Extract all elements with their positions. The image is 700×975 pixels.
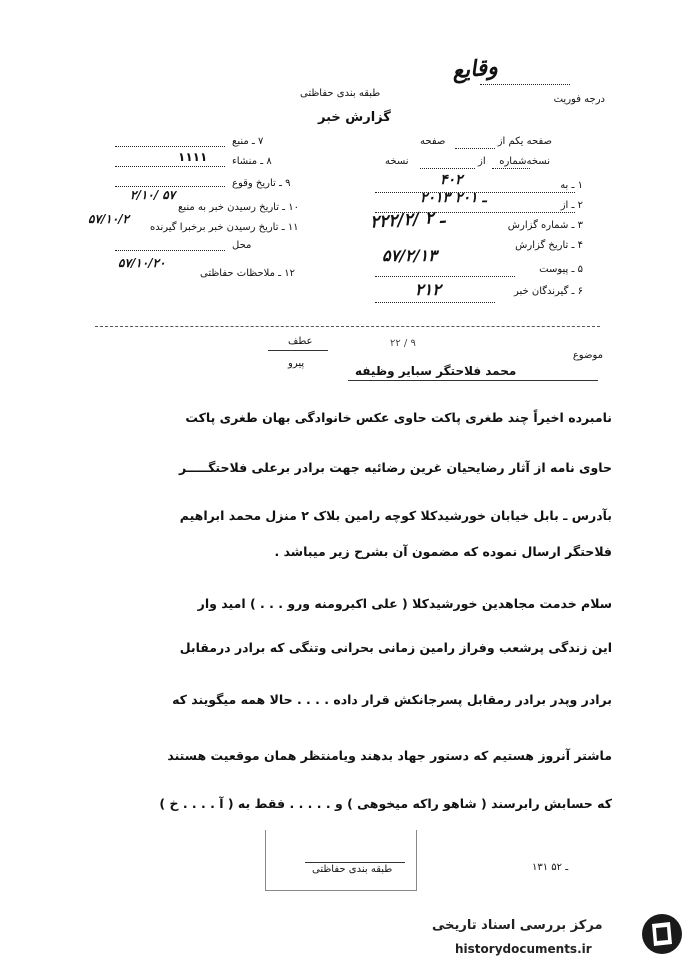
source-dots bbox=[115, 146, 225, 147]
classification-label: طبقه بندی حفاظتی bbox=[300, 88, 381, 99]
section-divider bbox=[95, 326, 600, 327]
recipients-value: ۲۱۲ bbox=[415, 280, 441, 299]
notes-value: ۵۷/۱۰/۲۰ bbox=[118, 256, 166, 270]
watermark-url: historydocuments.ir bbox=[455, 942, 592, 956]
body-line: نامبرده اخیراً چند طغری پاکت حاوی عکس خانوادگی بهان طغری پاکت bbox=[185, 410, 612, 425]
place-label: محل bbox=[232, 240, 252, 251]
ref-label: عطف bbox=[288, 336, 313, 347]
report-title: گزارش خبر bbox=[318, 110, 391, 125]
copy-dots-2 bbox=[420, 168, 475, 169]
page-label bbox=[498, 136, 552, 147]
urgency-value: وقایع bbox=[450, 53, 499, 85]
watermark-logo bbox=[640, 912, 684, 956]
arrival-source-value: ۲/۱۰/ ۵۷ bbox=[130, 188, 176, 202]
footer-box bbox=[265, 830, 417, 891]
body-line: حاوی نامه از آثار رضایحیان غرین رضائیه جهت برادر برعلی فلاحتگـــــر bbox=[178, 460, 612, 475]
urgency-line bbox=[480, 84, 570, 85]
attachment-dots bbox=[375, 276, 515, 277]
urgency-label: درجه فوریت bbox=[553, 94, 605, 105]
from-label: ۲ ـ از bbox=[560, 200, 583, 211]
to-value: ۴۰۲ bbox=[440, 172, 463, 188]
occurrence-dots bbox=[115, 186, 225, 187]
notes-label: ۱۲ ـ ملاحظات حفاظتی bbox=[200, 268, 295, 279]
body-line: فلاحتگر ارسال نموده که مضمون آن بشرح زیر میباشد . bbox=[274, 544, 612, 559]
body-line: که حسابش رابرسند ( شاهو راکه میخوهی ) و . . . . . فقط به ( آ . . . . خ ) bbox=[159, 796, 612, 811]
watermark-title: مرکز بررسی اسناد تاریخی bbox=[432, 918, 603, 933]
to-label: ۱ ـ به bbox=[560, 180, 583, 191]
report-date-label: ۴ ـ تاریخ گزارش bbox=[515, 240, 583, 251]
arrival-recv-value: ۵۷/۱۰/۲ bbox=[88, 212, 129, 226]
recipients-label: ۶ ـ گیرندگان خبر bbox=[513, 286, 583, 297]
footer-classification: طبقه بندی حفاظتی bbox=[312, 864, 393, 875]
body-line: سلام خدمت مجاهدین خورشیدکلا ( علی اکبرومنه ورو . . . ) امید وار bbox=[197, 596, 612, 611]
copy-suffix: نسخه bbox=[385, 156, 409, 167]
ref-rule bbox=[268, 350, 328, 351]
report-no-value: ۲۲۲/۲/ ـ ۲ bbox=[369, 207, 446, 233]
copy-dots-1 bbox=[492, 168, 530, 169]
copy-mid: از bbox=[478, 156, 486, 167]
place-dots bbox=[115, 250, 225, 251]
subject-underline bbox=[348, 380, 598, 381]
form-code: ۱۳۱ ـ ۵۲ bbox=[532, 862, 569, 873]
page-suffix: صفحه bbox=[420, 136, 446, 147]
body-line: ماشتر آنروز هستیم که دستور جهاد بدهند ویامنتظر همان موقعیت هستند bbox=[167, 748, 612, 763]
origin-dots bbox=[115, 166, 225, 167]
origin-label: ۸ ـ منشاء bbox=[232, 156, 272, 167]
subject-label: موضوع bbox=[572, 350, 603, 361]
attachment-label: ۵ ـ پیوست bbox=[539, 264, 583, 275]
copy-label: نسخه‌شماره bbox=[499, 156, 550, 167]
subject-value: محمد فلاحتگر سبایر وظیفه bbox=[355, 364, 517, 378]
follow-label: پیرو bbox=[288, 358, 305, 369]
arrival-recv-label: ۱۱ ـ تاریخ رسیدن خبر برخبرا گیرنده bbox=[150, 222, 299, 233]
page-dots bbox=[455, 148, 495, 149]
ref-note: ۲۲ / ۹ bbox=[390, 338, 416, 349]
footer-rule bbox=[305, 862, 405, 863]
report-no-label: ۳ ـ شماره گزارش bbox=[507, 220, 583, 231]
body-line: برادر وپدر برادر رمقابل پسرجانکش قرار داده . . . . حالا همه میگویند که bbox=[172, 692, 612, 707]
origin-value: ۱۱۱۱ bbox=[178, 150, 208, 164]
from-value: ۲۰۱۳ ـ ۲۰۱ bbox=[420, 190, 487, 206]
body-line: این زندگی پرشعب وفراز رامین زمانی بحرانی وتنگی که برادر درمقابل bbox=[179, 640, 612, 655]
archive-logo-icon bbox=[640, 912, 684, 956]
source-label: ۷ ـ منبع bbox=[232, 136, 264, 147]
recipients-dots bbox=[375, 302, 495, 303]
occurrence-label: ۹ ـ تاریخ وقوع bbox=[232, 178, 291, 189]
body-line: بآدرس ـ بابل خیابان خورشیدکلا کوچه رامین بلاک ۲ منزل محمد ابراهیم bbox=[179, 508, 612, 523]
arrival-source-label: ۱۰ ـ تاریخ رسیدن خبر به منبع bbox=[178, 202, 300, 213]
report-date-value: ۵۷/۲/۱۳ bbox=[382, 246, 437, 265]
page-label-text: صفحه یکم از bbox=[497, 136, 552, 147]
